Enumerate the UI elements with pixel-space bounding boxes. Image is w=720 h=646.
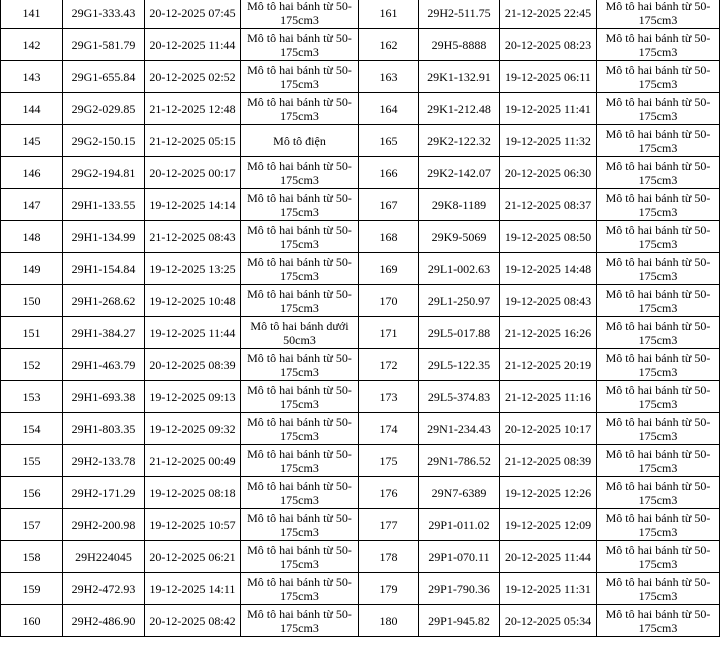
right-violation-time-cell: 21-12-2025 08:37	[500, 189, 597, 221]
right-violation-time-cell: 21-12-2025 08:39	[500, 445, 597, 477]
left-license-plate-cell: 29H2-200.98	[63, 509, 145, 541]
left-row-number-cell: 157	[1, 509, 63, 541]
right-row-number-cell: 168	[359, 221, 419, 253]
table-row	[1, 221, 720, 253]
right-vehicle-type-cell: Mô tô hai bánh từ 50-175cm3	[597, 253, 720, 285]
left-vehicle-type-cell: Mô tô hai bánh từ 50-175cm3	[241, 221, 359, 253]
right-vehicle-type-cell: Mô tô hai bánh từ 50-175cm3	[597, 509, 720, 541]
right-license-plate-cell: 29L5-017.88	[419, 317, 500, 349]
left-vehicle-type-cell: Mô tô hai bánh từ 50-175cm3	[241, 253, 359, 285]
left-license-plate-cell: 29H1-154.84	[63, 253, 145, 285]
left-violation-time-cell: 20-12-2025 02:52	[145, 61, 241, 93]
left-license-plate-cell: 29H2-171.29	[63, 477, 145, 509]
right-row-number-cell: 175	[359, 445, 419, 477]
right-license-plate-cell: 29K1-132.91	[419, 61, 500, 93]
left-row-number-cell: 149	[1, 253, 63, 285]
left-violation-time-cell: 19-12-2025 14:11	[145, 573, 241, 605]
right-license-plate-cell: 29P1-790.36	[419, 573, 500, 605]
table-row	[1, 125, 720, 157]
right-license-plate-cell: 29H5-8888	[419, 29, 500, 61]
left-vehicle-type-cell: Mô tô hai bánh từ 50-175cm3	[241, 349, 359, 381]
left-license-plate-cell: 29H1-384.27	[63, 317, 145, 349]
right-violation-time-cell: 20-12-2025 05:34	[500, 605, 597, 637]
left-row-number-cell: 159	[1, 573, 63, 605]
left-license-plate-cell: 29H1-133.55	[63, 189, 145, 221]
table-row	[1, 509, 720, 541]
table-row	[1, 477, 720, 509]
left-row-number-cell: 160	[1, 605, 63, 637]
left-license-plate-cell: 29G1-655.84	[63, 61, 145, 93]
left-vehicle-type-cell: Mô tô điện	[241, 125, 359, 157]
left-license-plate-cell: 29G1-581.79	[63, 29, 145, 61]
left-license-plate-cell: 29G1-333.43	[63, 0, 145, 29]
left-row-number-cell: 143	[1, 61, 63, 93]
left-violation-time-cell: 19-12-2025 08:18	[145, 477, 241, 509]
left-violation-time-cell: 21-12-2025 00:49	[145, 445, 241, 477]
left-license-plate-cell: 29H1-693.38	[63, 381, 145, 413]
right-license-plate-cell: 29N7-6389	[419, 477, 500, 509]
right-row-number-cell: 177	[359, 509, 419, 541]
left-vehicle-type-cell: Mô tô hai bánh từ 50-175cm3	[241, 29, 359, 61]
right-violation-time-cell: 20-12-2025 10:17	[500, 413, 597, 445]
left-vehicle-type-cell: Mô tô hai bánh từ 50-175cm3	[241, 285, 359, 317]
table-row	[1, 157, 720, 189]
left-violation-time-cell: 19-12-2025 13:25	[145, 253, 241, 285]
left-violation-time-cell: 19-12-2025 10:48	[145, 285, 241, 317]
right-vehicle-type-cell: Mô tô hai bánh từ 50-175cm3	[597, 93, 720, 125]
right-license-plate-cell: 29L5-374.83	[419, 381, 500, 413]
right-row-number-cell: 180	[359, 605, 419, 637]
table-row	[1, 317, 720, 349]
left-violation-time-cell: 21-12-2025 08:43	[145, 221, 241, 253]
right-row-number-cell: 164	[359, 93, 419, 125]
left-license-plate-cell: 29H1-463.79	[63, 349, 145, 381]
left-violation-time-cell: 19-12-2025 09:13	[145, 381, 241, 413]
right-license-plate-cell: 29K1-212.48	[419, 93, 500, 125]
left-violation-time-cell: 20-12-2025 00:17	[145, 157, 241, 189]
left-row-number-cell: 141	[1, 0, 63, 29]
table-row	[1, 349, 720, 381]
left-row-number-cell: 146	[1, 157, 63, 189]
right-row-number-cell: 176	[359, 477, 419, 509]
table-row	[1, 413, 720, 445]
right-row-number-cell: 171	[359, 317, 419, 349]
left-license-plate-cell: 29H2-486.90	[63, 605, 145, 637]
left-violation-time-cell: 19-12-2025 10:57	[145, 509, 241, 541]
left-violation-time-cell: 19-12-2025 11:44	[145, 317, 241, 349]
table-row	[1, 285, 720, 317]
right-vehicle-type-cell: Mô tô hai bánh từ 50-175cm3	[597, 445, 720, 477]
left-vehicle-type-cell: Mô tô hai bánh từ 50-175cm3	[241, 0, 359, 29]
right-row-number-cell: 165	[359, 125, 419, 157]
left-row-number-cell: 156	[1, 477, 63, 509]
right-license-plate-cell: 29L5-122.35	[419, 349, 500, 381]
right-row-number-cell: 161	[359, 0, 419, 29]
right-vehicle-type-cell: Mô tô hai bánh từ 50-175cm3	[597, 221, 720, 253]
right-row-number-cell: 166	[359, 157, 419, 189]
right-violation-time-cell: 21-12-2025 20:19	[500, 349, 597, 381]
right-violation-time-cell: 19-12-2025 11:31	[500, 573, 597, 605]
right-license-plate-cell: 29L1-250.97	[419, 285, 500, 317]
right-license-plate-cell: 29N1-786.52	[419, 445, 500, 477]
left-violation-time-cell: 20-12-2025 06:21	[145, 541, 241, 573]
right-vehicle-type-cell: Mô tô hai bánh từ 50-175cm3	[597, 605, 720, 637]
left-row-number-cell: 154	[1, 413, 63, 445]
right-vehicle-type-cell: Mô tô hai bánh từ 50-175cm3	[597, 317, 720, 349]
right-vehicle-type-cell: Mô tô hai bánh từ 50-175cm3	[597, 541, 720, 573]
right-vehicle-type-cell: Mô tô hai bánh từ 50-175cm3	[597, 285, 720, 317]
table-row	[1, 445, 720, 477]
right-license-plate-cell: 29P1-945.82	[419, 605, 500, 637]
table-row	[1, 29, 720, 61]
table-row	[1, 381, 720, 413]
right-row-number-cell: 163	[359, 61, 419, 93]
left-vehicle-type-cell: Mô tô hai bánh từ 50-175cm3	[241, 61, 359, 93]
left-vehicle-type-cell: Mô tô hai bánh từ 50-175cm3	[241, 157, 359, 189]
left-vehicle-type-cell: Mô tô hai bánh từ 50-175cm3	[241, 541, 359, 573]
left-row-number-cell: 150	[1, 285, 63, 317]
right-violation-time-cell: 19-12-2025 11:41	[500, 93, 597, 125]
left-row-number-cell: 142	[1, 29, 63, 61]
left-license-plate-cell: 29G2-029.85	[63, 93, 145, 125]
left-license-plate-cell: 29H224045	[63, 541, 145, 573]
table-row	[1, 605, 720, 637]
left-license-plate-cell: 29G2-150.15	[63, 125, 145, 157]
left-vehicle-type-cell: Mô tô hai bánh từ 50-175cm3	[241, 509, 359, 541]
right-license-plate-cell: 29K2-122.32	[419, 125, 500, 157]
right-violation-time-cell: 20-12-2025 11:44	[500, 541, 597, 573]
right-license-plate-cell: 29N1-234.43	[419, 413, 500, 445]
left-row-number-cell: 145	[1, 125, 63, 157]
right-vehicle-type-cell: Mô tô hai bánh từ 50-175cm3	[597, 0, 720, 29]
left-row-number-cell: 144	[1, 93, 63, 125]
right-vehicle-type-cell: Mô tô hai bánh từ 50-175cm3	[597, 157, 720, 189]
right-license-plate-cell: 29K2-142.07	[419, 157, 500, 189]
right-violation-time-cell: 19-12-2025 12:26	[500, 477, 597, 509]
left-vehicle-type-cell: Mô tô hai bánh từ 50-175cm3	[241, 93, 359, 125]
left-row-number-cell: 155	[1, 445, 63, 477]
right-row-number-cell: 174	[359, 413, 419, 445]
right-row-number-cell: 170	[359, 285, 419, 317]
left-license-plate-cell: 29G2-194.81	[63, 157, 145, 189]
right-violation-time-cell: 20-12-2025 06:30	[500, 157, 597, 189]
left-vehicle-type-cell: Mô tô hai bánh từ 50-175cm3	[241, 445, 359, 477]
left-vehicle-type-cell: Mô tô hai bánh từ 50-175cm3	[241, 605, 359, 637]
table-row	[1, 541, 720, 573]
left-vehicle-type-cell: Mô tô hai bánh dưới 50cm3	[241, 317, 359, 349]
table-body	[1, 0, 720, 637]
left-violation-time-cell: 20-12-2025 08:39	[145, 349, 241, 381]
right-license-plate-cell: 29P1-070.11	[419, 541, 500, 573]
right-vehicle-type-cell: Mô tô hai bánh từ 50-175cm3	[597, 477, 720, 509]
right-license-plate-cell: 29K8-1189	[419, 189, 500, 221]
left-row-number-cell: 148	[1, 221, 63, 253]
table-row	[1, 93, 720, 125]
table-row	[1, 61, 720, 93]
right-license-plate-cell: 29L1-002.63	[419, 253, 500, 285]
left-vehicle-type-cell: Mô tô hai bánh từ 50-175cm3	[241, 189, 359, 221]
right-vehicle-type-cell: Mô tô hai bánh từ 50-175cm3	[597, 413, 720, 445]
right-row-number-cell: 172	[359, 349, 419, 381]
left-license-plate-cell: 29H2-472.93	[63, 573, 145, 605]
left-license-plate-cell: 29H1-803.35	[63, 413, 145, 445]
left-row-number-cell: 158	[1, 541, 63, 573]
left-row-number-cell: 147	[1, 189, 63, 221]
left-row-number-cell: 153	[1, 381, 63, 413]
right-vehicle-type-cell: Mô tô hai bánh từ 50-175cm3	[597, 29, 720, 61]
left-license-plate-cell: 29H1-268.62	[63, 285, 145, 317]
right-violation-time-cell: 21-12-2025 16:26	[500, 317, 597, 349]
right-row-number-cell: 173	[359, 381, 419, 413]
right-violation-time-cell: 19-12-2025 08:50	[500, 221, 597, 253]
left-vehicle-type-cell: Mô tô hai bánh từ 50-175cm3	[241, 381, 359, 413]
table-row	[1, 253, 720, 285]
right-violation-time-cell: 19-12-2025 06:11	[500, 61, 597, 93]
left-license-plate-cell: 29H1-134.99	[63, 221, 145, 253]
right-row-number-cell: 169	[359, 253, 419, 285]
right-license-plate-cell: 29P1-011.02	[419, 509, 500, 541]
table-row	[1, 573, 720, 605]
right-vehicle-type-cell: Mô tô hai bánh từ 50-175cm3	[597, 189, 720, 221]
right-violation-time-cell: 19-12-2025 11:32	[500, 125, 597, 157]
table-row	[1, 189, 720, 221]
right-license-plate-cell: 29K9-5069	[419, 221, 500, 253]
right-vehicle-type-cell: Mô tô hai bánh từ 50-175cm3	[597, 125, 720, 157]
right-vehicle-type-cell: Mô tô hai bánh từ 50-175cm3	[597, 61, 720, 93]
right-violation-time-cell: 21-12-2025 11:16	[500, 381, 597, 413]
left-violation-time-cell: 21-12-2025 05:15	[145, 125, 241, 157]
right-row-number-cell: 179	[359, 573, 419, 605]
right-vehicle-type-cell: Mô tô hai bánh từ 50-175cm3	[597, 573, 720, 605]
left-row-number-cell: 151	[1, 317, 63, 349]
right-vehicle-type-cell: Mô tô hai bánh từ 50-175cm3	[597, 381, 720, 413]
right-row-number-cell: 167	[359, 189, 419, 221]
left-violation-time-cell: 19-12-2025 14:14	[145, 189, 241, 221]
table-row	[1, 0, 720, 29]
right-violation-time-cell: 20-12-2025 08:23	[500, 29, 597, 61]
right-license-plate-cell: 29H2-511.75	[419, 0, 500, 29]
left-violation-time-cell: 20-12-2025 11:44	[145, 29, 241, 61]
right-violation-time-cell: 21-12-2025 22:45	[500, 0, 597, 29]
left-row-number-cell: 152	[1, 349, 63, 381]
left-vehicle-type-cell: Mô tô hai bánh từ 50-175cm3	[241, 573, 359, 605]
right-row-number-cell: 162	[359, 29, 419, 61]
left-violation-time-cell: 21-12-2025 12:48	[145, 93, 241, 125]
left-violation-time-cell: 19-12-2025 09:32	[145, 413, 241, 445]
right-violation-time-cell: 19-12-2025 08:43	[500, 285, 597, 317]
left-violation-time-cell: 20-12-2025 08:42	[145, 605, 241, 637]
left-license-plate-cell: 29H2-133.78	[63, 445, 145, 477]
left-vehicle-type-cell: Mô tô hai bánh từ 50-175cm3	[241, 477, 359, 509]
right-violation-time-cell: 19-12-2025 14:48	[500, 253, 597, 285]
right-vehicle-type-cell: Mô tô hai bánh từ 50-175cm3	[597, 349, 720, 381]
right-violation-time-cell: 19-12-2025 12:09	[500, 509, 597, 541]
right-row-number-cell: 178	[359, 541, 419, 573]
left-vehicle-type-cell: Mô tô hai bánh từ 50-175cm3	[241, 413, 359, 445]
left-violation-time-cell: 20-12-2025 07:45	[145, 0, 241, 29]
